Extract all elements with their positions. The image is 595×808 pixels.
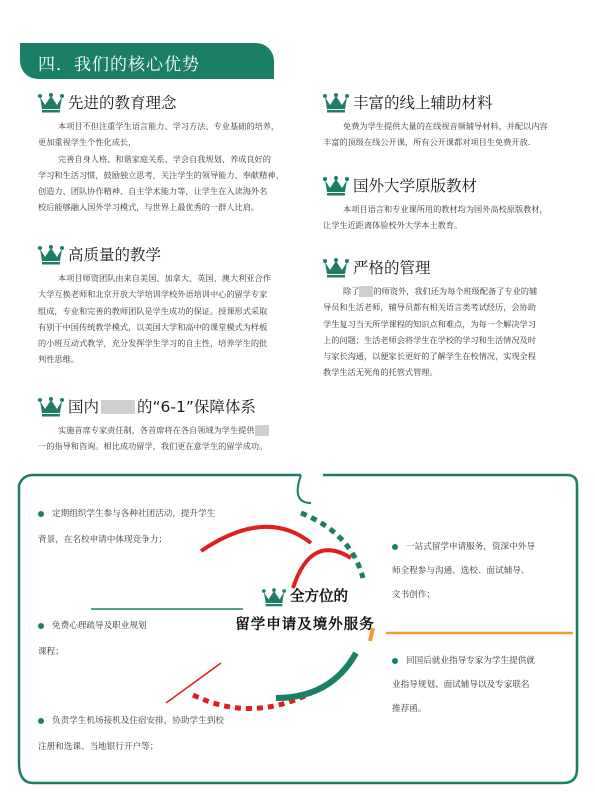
paragraph-line: 更加重视学生个性化成长，: [38, 137, 137, 148]
paragraph-line: 校后能够融入国外学习模式，与世界上最优秀的一群人比肩。: [38, 202, 260, 213]
block-body: [38, 270, 303, 368]
paragraph-line: 判性思维。: [38, 354, 79, 365]
paragraph-line: 完善自身人格、和谐家庭关系、学会自我规划、养成良好的: [58, 153, 271, 164]
paragraph-line: 免费为学生提供大量的在线视音频辅导材料，并配以内容: [343, 121, 548, 131]
redaction-mark: [255, 425, 269, 436]
paragraph-line: 创造力、团队协作精神、自主学术能力等，让学生在入读海外名: [38, 186, 268, 197]
service-item: 一站式留学申请服务，资深中外导 师全程参与沟通、选校、面试辅导、 文书创作；: [392, 542, 535, 600]
block-quality: [38, 245, 303, 368]
paragraph-line: 本项目师资团队由来自美国、加拿大、英国、澳大利亚合作: [58, 273, 271, 283]
paragraph-line: 本项目语言和专业课所用的教材均为国外高校原版教材，: [343, 204, 548, 214]
crown-icon: [38, 93, 64, 113]
service-item: 定期组织学生参与各种社团活动，提升学生 背景，在名校申请中体现竞争力；: [38, 509, 216, 545]
block-title: 严格的管理: [323, 258, 573, 278]
block-body: [323, 283, 573, 381]
block-title: 国内 的“6-1”保障体系: [38, 397, 308, 417]
paragraph-line: 实施首席专家责任制，各首席将在各自领域为学生提供: [38, 422, 308, 438]
paragraph-line: 一的指导和咨询。相比成功留学，我们更在意学生的留学成功。: [38, 441, 268, 452]
crown-icon: [262, 588, 286, 607]
crown-icon: [323, 176, 349, 196]
paragraph-line: 上的问题；生活老师会将学生在学校的学习和生活情况及时: [323, 334, 536, 345]
paragraph-line: 的小班互动式教学，充分发挥学生学习的自主性，培养学生的批: [38, 338, 268, 349]
redaction-mark: [101, 400, 135, 414]
paragraph-line: 本项目不但注重学生语言能力、学习方法、专业基础的培养，: [58, 121, 280, 131]
block-materials: [323, 93, 573, 151]
block-body: [323, 118, 573, 151]
block-guarantee: [38, 397, 308, 455]
service-item: 免费心理疏导及职业规划 课程；: [38, 621, 147, 657]
bullet-icon: [38, 511, 44, 517]
paragraph-line: 与家长沟通，以便家长更好的了解学生在校情况，实现全程: [323, 351, 536, 362]
paragraph-line: 组成，专业和完善的教师团队是学生成功的保证。授课形式采取: [38, 305, 268, 316]
block-management: [323, 258, 573, 381]
block-title: 国外大学原版教材: [323, 176, 573, 196]
redaction-mark: [359, 286, 373, 297]
block-title: 丰富的线上辅助材料: [323, 93, 573, 113]
paragraph-line: 大学互换老师和北京开放大学培训学校外语培训中心的留学专家: [38, 289, 268, 300]
bullet-icon: [38, 718, 44, 724]
paragraph-line: 学生复习当天所学课程的知识点和难点，为每一个解决学习: [323, 318, 536, 329]
paragraph-line: 导员和生活老师，辅导员都有相关语言类考试经历，会协助: [323, 302, 536, 313]
block-education: [38, 93, 303, 216]
crown-icon: [323, 93, 349, 113]
services-title-line2: 留学申请及境外服务: [235, 616, 375, 633]
paragraph-line: 有别于中国传统教学模式，以美国大学和高中的课堂模式为样板: [38, 321, 268, 332]
paragraph-line: 丰富的顶级在线公开课，所有公开课都对项目生免费开放.: [323, 137, 531, 148]
paragraph-line: 教学生活无死角的托管式管理。: [323, 367, 438, 378]
section-title: 四．我们的核心优势: [38, 55, 200, 75]
service-item: 负责学生机场接机及住宿安排，协助学生到校 注册和选课、当地银行开户等；: [38, 716, 224, 752]
block-title: 先进的教育理念: [38, 93, 303, 113]
crown-icon: [38, 397, 64, 417]
paragraph-line: 除了 的师资外，我们还为每个班级配备了专业的辅: [343, 286, 538, 296]
block-body: [323, 201, 573, 234]
service-item: 回国后就业指导专家为学生提供就 业指导规划、面试辅导以及专家联名 推荐函。: [392, 656, 535, 714]
paragraph-line: 让学生近距离体验校外大学本土教育。: [323, 220, 463, 231]
block-textbooks: [323, 176, 573, 234]
crown-icon: [323, 258, 349, 278]
bullet-icon: [38, 623, 44, 629]
block-title: 高质量的教学: [38, 245, 303, 265]
services-title: [220, 585, 390, 634]
section-banner: [20, 43, 274, 79]
paragraph-line: 学习和生活习惯，鼓励独立思考，关注学生的领导能力、奉献精神、: [38, 169, 284, 180]
block-body: [38, 422, 308, 455]
block-body: [38, 118, 303, 216]
bullet-icon: [392, 544, 398, 550]
crown-icon: [38, 245, 64, 265]
services-title-line1: 全方位的: [220, 585, 390, 607]
bullet-icon: [392, 658, 398, 664]
